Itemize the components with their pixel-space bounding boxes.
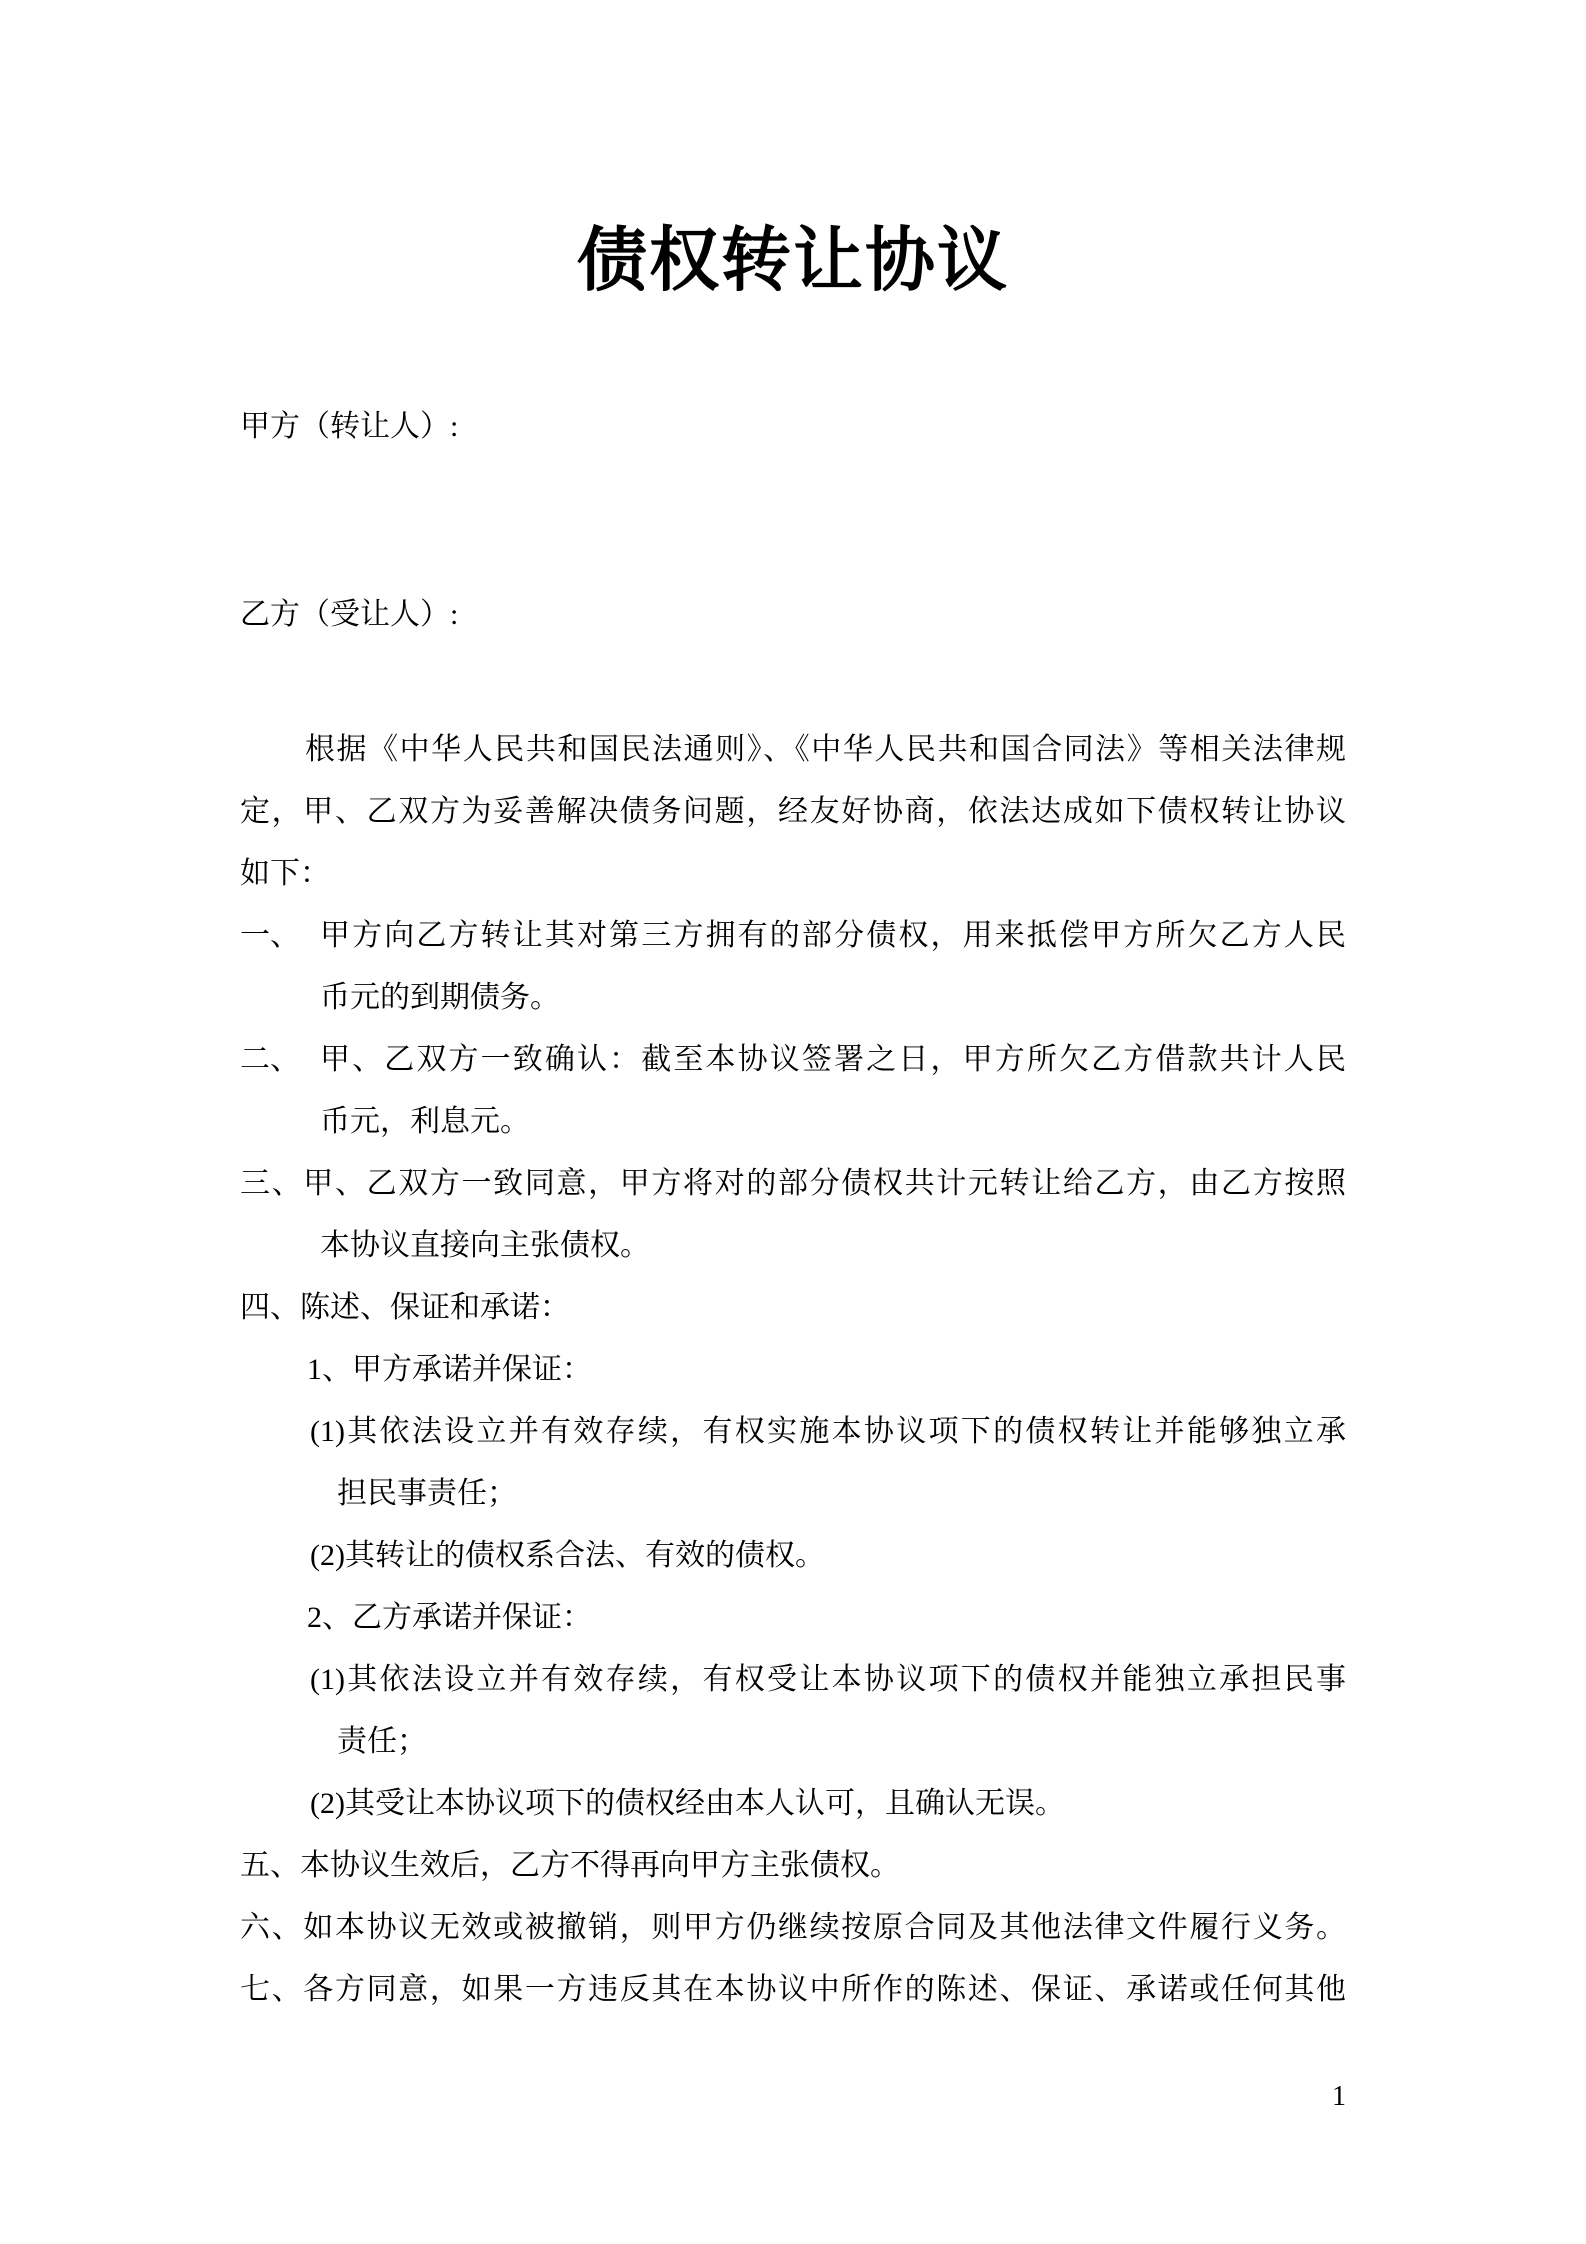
- doc-line-item-5: 五、本协议生效后，乙方不得再向甲方主张债权。: [240, 1849, 900, 1882]
- list-item-text: 甲、乙双方一致确认：截至本协议签署之日，甲方所欠乙方借款共计人民: [320, 1043, 1346, 1076]
- doc-line-item-2: [240, 1029, 1346, 1091]
- doc-line: (2)其转让的债权系合法、有效的债权。: [310, 1539, 825, 1572]
- doc-line-item-3: 三、甲、乙双方一致同意，甲方将对的部分债权共计元转让给乙方，由乙方按照: [240, 1167, 1346, 1200]
- doc-line: 本协议直接向主张债权。: [320, 1229, 650, 1262]
- doc-line: 定，甲、乙双方为妥善解决债务问题，经友好协商，依法达成如下债权转让协议: [240, 795, 1346, 828]
- doc-line-sub-2: 2、乙方承诺并保证：: [307, 1601, 592, 1634]
- document-body: [240, 719, 1346, 2021]
- doc-line: 如下：: [240, 857, 330, 890]
- party-b-label: 乙方（受让人）:: [240, 598, 459, 631]
- doc-line: (1)其依法设立并有效存续，有权受让本协议项下的债权并能独立承担民事: [310, 1663, 1346, 1696]
- document-title: 债权转让协议: [577, 221, 1009, 299]
- list-marker: 一、: [240, 919, 300, 952]
- doc-line-item-1: [240, 905, 1346, 967]
- doc-line: 币元，利息元。: [320, 1105, 530, 1138]
- doc-line: 责任；: [337, 1725, 427, 1758]
- list-item-text: 甲方向乙方转让其对第三方拥有的部分债权，用来抵偿甲方所欠乙方人民: [320, 919, 1346, 952]
- page-number: 1: [1332, 2081, 1346, 2112]
- doc-line-item-4: 四、陈述、保证和承诺：: [240, 1291, 570, 1324]
- doc-line-sub-1: 1、甲方承诺并保证：: [307, 1353, 592, 1386]
- doc-line: (2)其受让本协议项下的债权经由本人认可，且确认无误。: [310, 1787, 1065, 1820]
- party-a-label: 甲方（转让人）:: [240, 410, 459, 443]
- doc-line-item-6: 六、如本协议无效或被撤销，则甲方仍继续按原合同及其他法律文件履行义务。: [240, 1911, 1346, 1944]
- list-marker: 二、: [240, 1043, 300, 1076]
- doc-line: 担民事责任；: [337, 1477, 517, 1510]
- doc-line: 币元的到期债务。: [320, 981, 560, 1014]
- doc-line: (1)其依法设立并有效存续，有权实施本协议项下的债权转让并能够独立承: [310, 1415, 1346, 1448]
- doc-line-item-7: 七、各方同意，如果一方违反其在本协议中所作的陈述、保证、承诺或任何其他: [240, 1973, 1346, 2006]
- doc-line: 根据《中华人民共和国民法通则》、《中华人民共和国合同法》等相关法律规: [305, 733, 1346, 766]
